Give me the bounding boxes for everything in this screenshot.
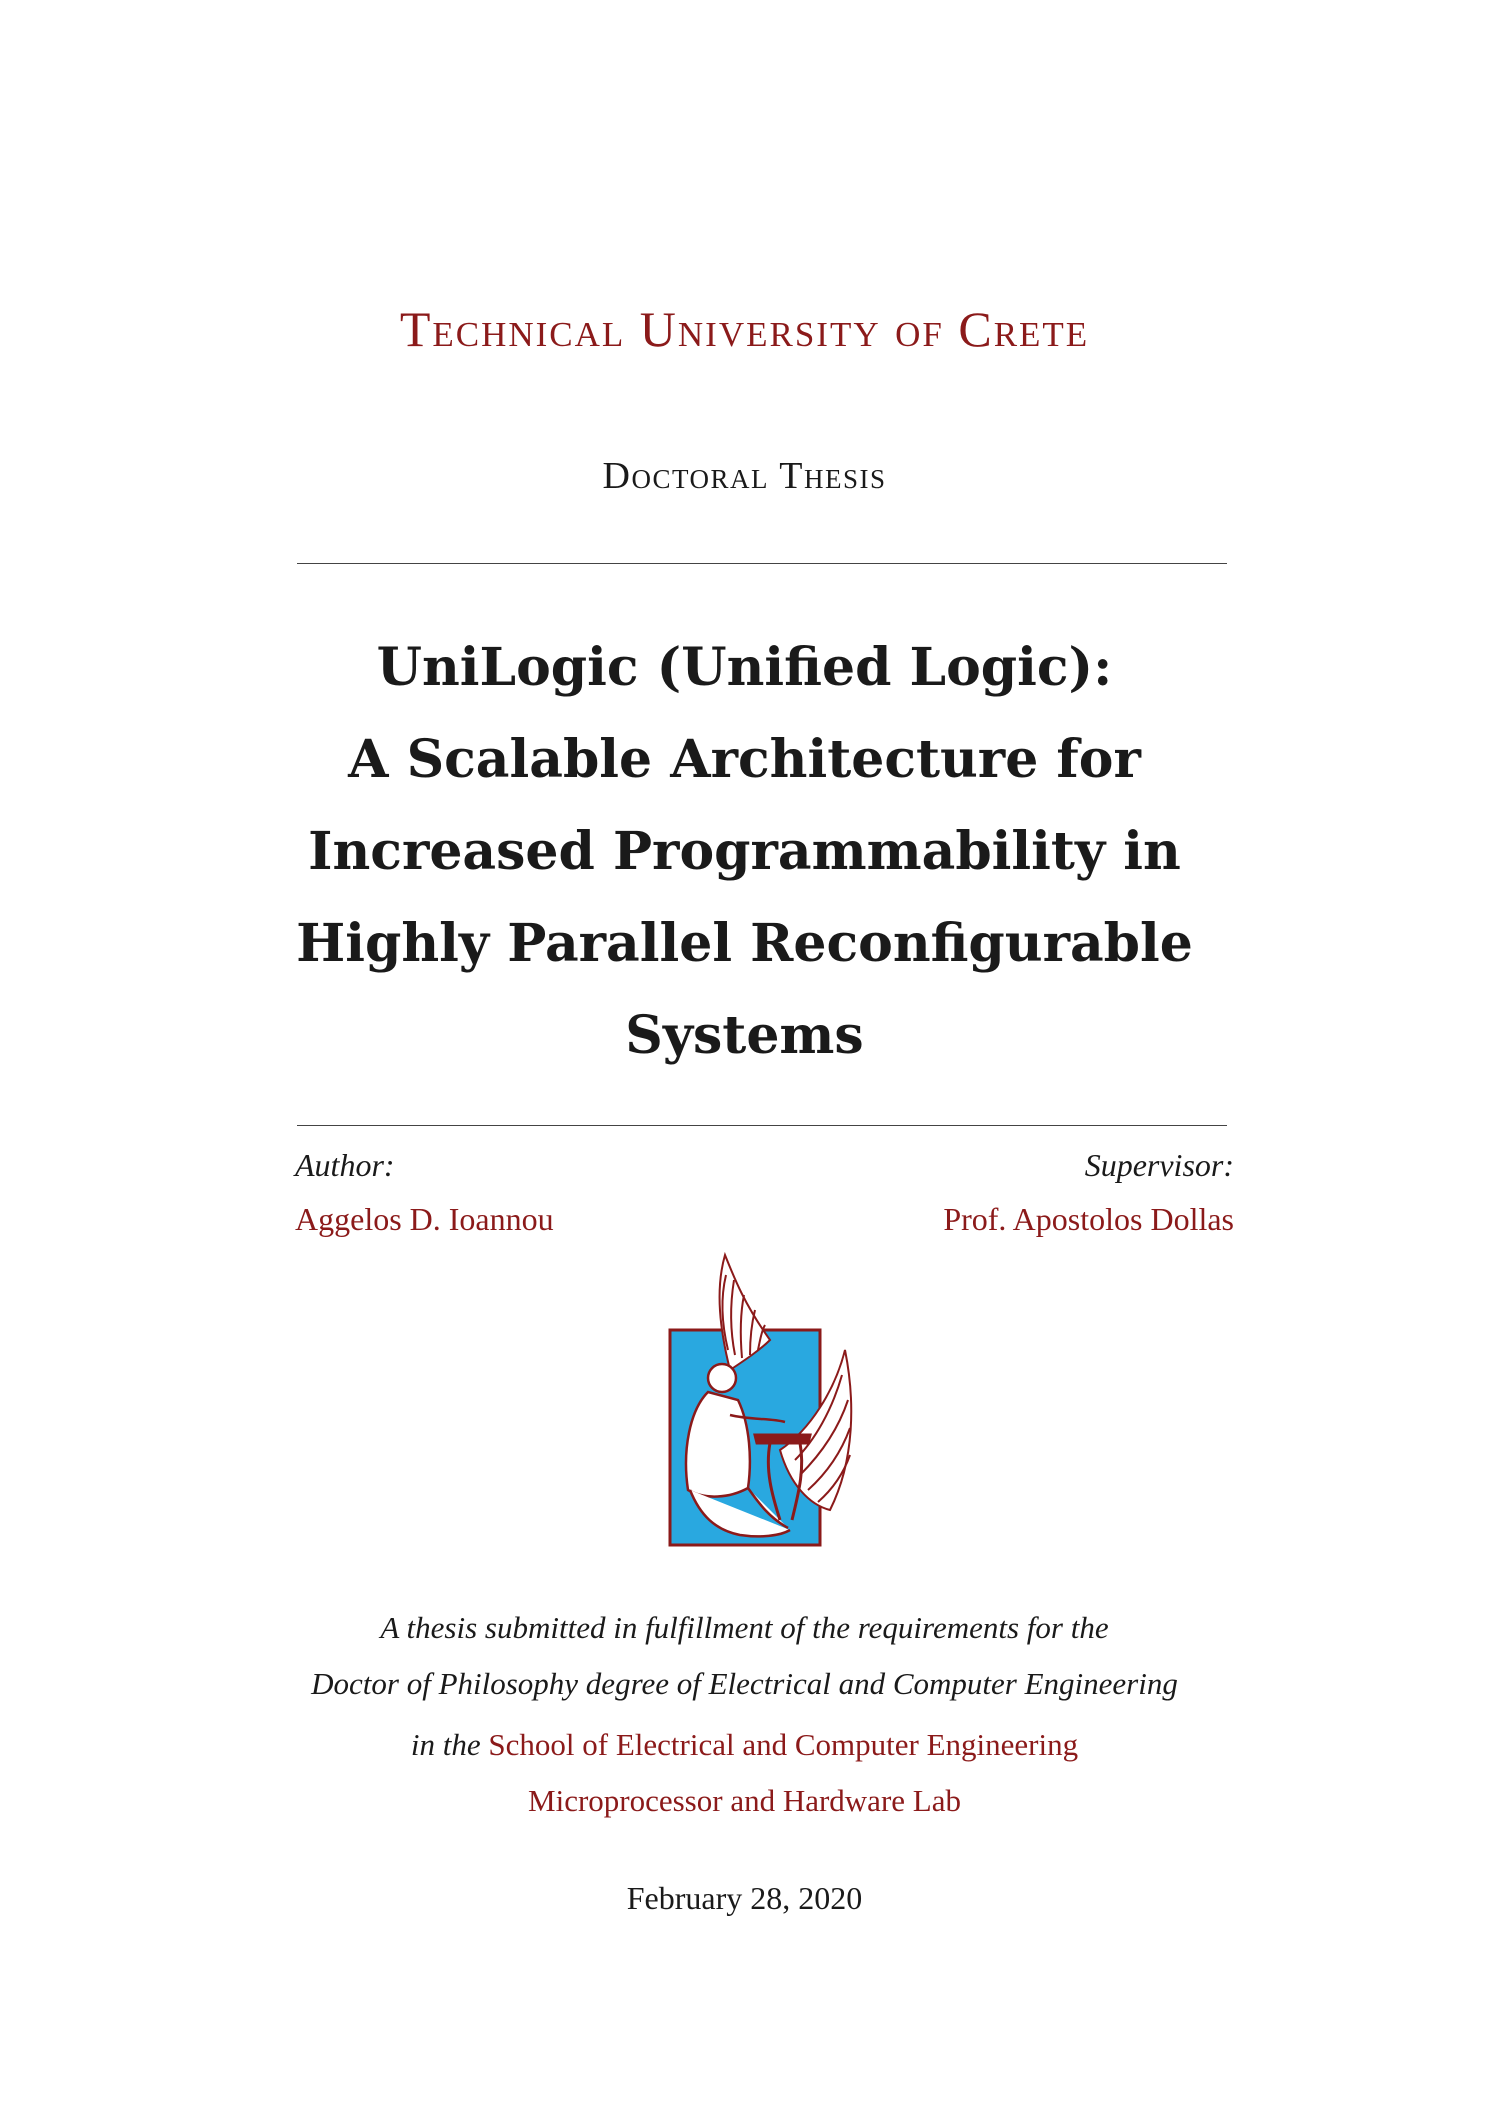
title-line-5: Systems	[625, 1005, 864, 1066]
description-line-1: A thesis submitted in fulfillment of the requirements for the	[380, 1610, 1109, 1645]
title-line-1: UniLogic (Unified Logic):	[376, 637, 1113, 698]
title-line-4: Highly Parallel Reconfigurable	[296, 913, 1193, 974]
winged-figure-emblem-icon	[660, 1250, 860, 1550]
author-name: Aggelos D. Ioannou	[295, 1201, 554, 1237]
submission-date: February 28, 2020	[626, 1880, 863, 1916]
lab-name: Microprocessor and Hardware Lab	[528, 1783, 961, 1818]
description-line-3	[0, 1727, 1489, 1763]
title-line-2: A Scalable Architecture for	[348, 729, 1141, 790]
description-line-3-prefix: in the	[410, 1727, 481, 1762]
school-name: School of Electrical and Computer Engineering	[488, 1727, 1079, 1762]
university-name: Technical University of Crete	[399, 301, 1090, 357]
title-line-3: Increased Programmability in	[308, 821, 1181, 882]
thesis-title	[0, 622, 1489, 1082]
top-divider	[297, 563, 1227, 564]
document-type: Doctoral Thesis	[602, 455, 887, 497]
supervisor-label: Supervisor:	[1084, 1147, 1234, 1183]
bottom-divider	[297, 1125, 1227, 1126]
description-line-2: Doctor of Philosophy degree of Electrical and Computer Engineering	[311, 1666, 1178, 1701]
author-label: Author:	[295, 1147, 395, 1183]
supervisor-name: Prof. Apostolos Dollas	[943, 1201, 1234, 1237]
